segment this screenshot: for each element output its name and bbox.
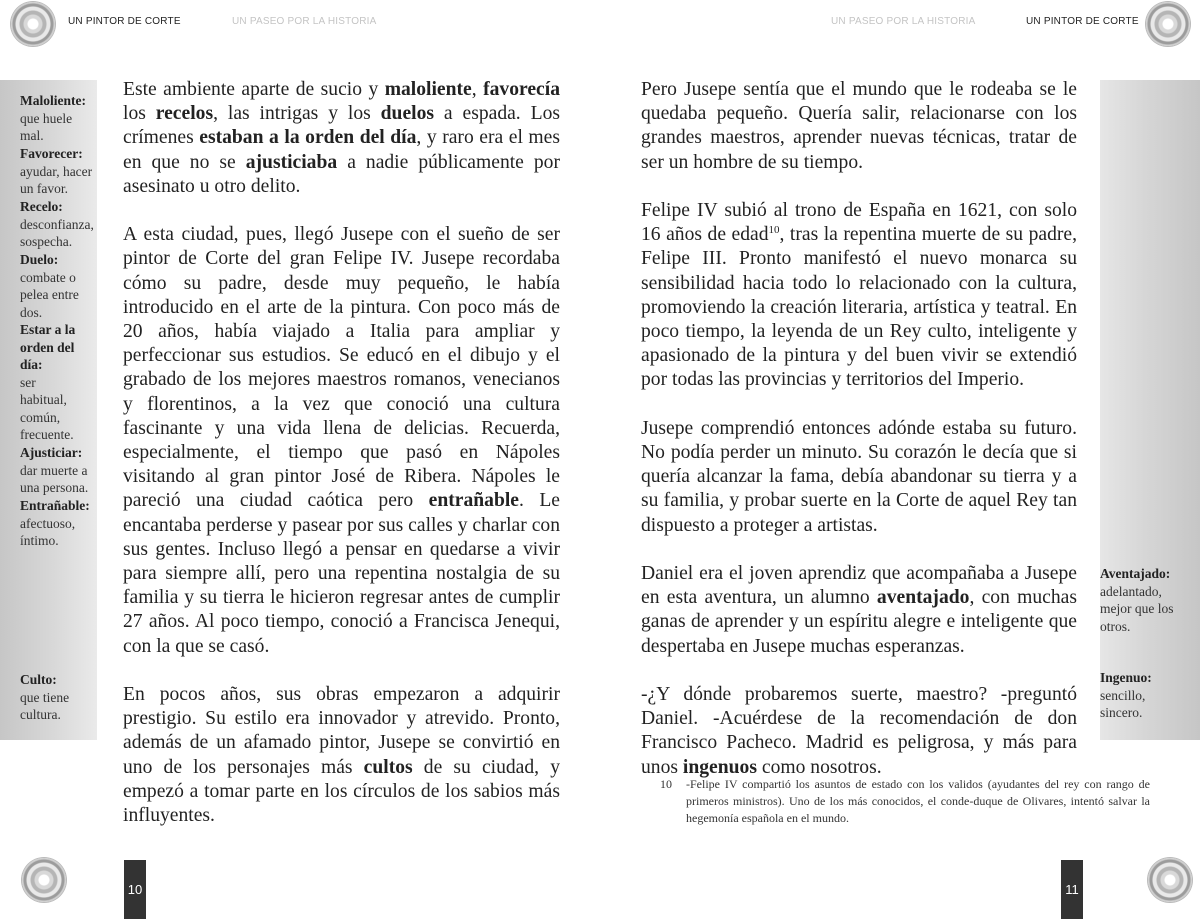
text-run: , las intrigas y los <box>213 103 381 125</box>
glossary-sidebar <box>1100 80 1200 740</box>
glossary-keyword: maloliente <box>384 79 472 100</box>
header-title: UN PINTOR DE CORTE <box>68 16 181 27</box>
glossary-entry <box>20 251 98 321</box>
glossary-keyword: recelos <box>155 103 214 125</box>
glossary-keyword: entrañable <box>428 490 519 512</box>
glossary-entry <box>20 497 98 550</box>
glossary-entry <box>20 444 98 497</box>
left-body-text <box>123 78 560 852</box>
body-paragraph <box>123 78 560 199</box>
text-run: Jusepe comprendió entonces adónde estaba su futuro. No podía perder un minuto. Su corazón le decía que si quería alcanzar la fama, debía abandonar su tierra y a su familia, y probar suerte en la Corte de aquel Rey tan dispuesto a proteger a artistas. <box>641 417 1077 536</box>
glossary-definition: que tiene cultura. <box>20 689 70 722</box>
glossary-definition: afectuoso, íntimo. <box>20 515 76 548</box>
glossary-keyword: estaban a la orden del día <box>199 127 417 149</box>
rosette-ornament-icon <box>22 858 66 902</box>
glossary-definition: sencillo, sincero. <box>1100 687 1146 720</box>
page-number: 10 <box>124 860 146 919</box>
text-run: . Le encantaba perderse y pasear por sus calles y charlar con sus gentes. Incluso llegó a pensar en quedarse a vivir para siempre allí, pero una repentina nostalgia de su familia y su tierra le hicieron regresar antes de cumplir 27 años. Al poco tiempo, conoció a Francisca Jenequi, con la que se casó. <box>123 490 561 657</box>
glossary-term: Duelo: <box>20 252 59 267</box>
glossary-entry <box>1100 669 1186 722</box>
glossary-entry <box>20 145 98 198</box>
rosette-ornament-icon <box>1146 2 1190 46</box>
text-run: de su ciudad, y empezó a tomar parte en los círculos de los sabios más influyentes. <box>123 756 560 827</box>
text-run: a espada. Los crímenes <box>123 103 560 149</box>
glossary-term: Favorecer: <box>20 146 83 161</box>
text-run: como nosotros. <box>756 756 882 778</box>
right-body-text <box>641 78 1077 804</box>
glossary-keyword: cultos <box>363 756 413 778</box>
footnote-number: 10 <box>660 777 672 791</box>
glossary-definition: dar muerte a una persona. <box>20 462 89 495</box>
glossary-term: Aventajado: <box>1100 566 1171 581</box>
glossary-definition: combate o pelea entre dos. <box>20 269 79 320</box>
glossary-entry <box>20 92 98 145</box>
glossary-keyword: duelos <box>380 103 435 125</box>
glossary-keyword: aventajado <box>876 587 970 609</box>
glossary-keyword: favorecía <box>483 79 560 100</box>
text-run: , <box>471 79 484 100</box>
page-number: 11 <box>1061 860 1083 919</box>
rosette-ornament-icon <box>1148 858 1192 902</box>
text-run: a nadie públicamente por asesinato u otro delito. <box>123 151 561 197</box>
body-paragraph <box>641 199 1077 393</box>
text-run: los <box>123 103 156 125</box>
glossary-term: Ajusticiar: <box>20 445 83 460</box>
body-paragraph <box>123 683 560 828</box>
body-paragraph <box>641 562 1077 659</box>
glossary-term: Recelo: <box>20 199 63 214</box>
body-paragraph <box>123 223 560 659</box>
footnote-text: -Felipe IV compartió los asuntos de estado con los validos (ayudantes del rey con rango de primeros ministros). Uno de los más conocidos, el conde-duque de Olivares, intentó salvar la hegemonía española en el mundo. <box>686 777 1150 825</box>
text-run: , con muchas ganas de aprender y un espíritu alegre e inteligente que despertaba en Jusepe muchas esperanzas. <box>641 587 1077 657</box>
header-series: UN PASEO POR LA HISTORIA <box>831 16 976 27</box>
text-run: Este ambiente aparte de sucio y <box>123 79 385 100</box>
glossary-term: Estar a la orden del día: <box>20 322 76 372</box>
body-paragraph <box>641 683 1077 780</box>
body-paragraph <box>641 417 1077 538</box>
text-run: A esta ciudad, pues, llegó Jusepe con el sueño de ser pintor de Corte del gran Felipe IV. Jusepe recordaba cómo su padre, desde muy pequeño, le había introducido en el arte de la pintura. Con poco más de 20 años, había viajado a Italia para ampliar y perfeccionar sus estudios. Se educó en el dibujo y el grabado de los mejores maestros romanos, venecianos y florentinos, a la vez que conoció una cultura fascinante y una vida llena de delicias. Recuerda, especialmente, el tiempo que pasó en Nápoles visitando al gran pintor José de Ribera. Nápoles le pareció una ciudad caótica pero <box>123 224 560 512</box>
glossary-definition: ayudar, hacer un favor. <box>20 163 93 196</box>
text-run: , y raro era el mes en que no se <box>123 127 560 173</box>
text-run: Daniel era el joven aprendiz que acompañaba a Jusepe en esta aventura, un alumno <box>641 563 1077 609</box>
glossary-entry <box>20 198 98 251</box>
text-run: Felipe IV subió al trono de España en 1621, con solo 16 años de edad <box>641 200 1077 246</box>
glossary-definition: ser habitual, común, frecuente. <box>20 374 74 442</box>
header-series: UN PASEO POR LA HISTORIA <box>232 16 377 27</box>
header-title: UN PINTOR DE CORTE <box>1026 16 1139 27</box>
rosette-ornament-icon <box>11 2 55 46</box>
text-run: -¿Y dónde probaremos suerte, maestro? -preguntó Daniel. -Acuérdese de la recomendación de don Francisco Pacheco. Madrid es peligrosa, y más para unos <box>641 684 1077 778</box>
glossary-term: Ingenuo: <box>1100 670 1152 685</box>
glossary-entry <box>20 321 84 444</box>
glossary-term: Culto: <box>20 672 57 687</box>
footnote-reference: 10 <box>768 224 780 237</box>
glossary-keyword: ingenuos <box>682 756 757 778</box>
glossary-term: Entrañable: <box>20 498 90 513</box>
text-run: En pocos años, sus obras empezaron a adquirir prestigio. Su estilo era innovador y atrevido. Pronto, además de un afamado pintor, Jusepe se convirtió en uno de los personajes más <box>123 684 560 778</box>
glossary-keyword: ajusticiaba <box>245 151 338 173</box>
glossary-entry <box>20 671 98 724</box>
glossary-entry <box>1100 565 1186 635</box>
text-run: , tras la repentina muerte de su padre, Felipe III. Pronto manifestó el nuevo monarca su sensibilidad hacia todo lo relacionado con la cultura, promoviendo la creación literaria, artística y teatral. En poco tiempo, la leyenda de un Rey culto, inteligente y apasionado de la pintura y del buen vivir se extendió por todas las provincias y territorios del Imperio. <box>641 224 1077 391</box>
glossary-definition: adelantado, mejor que los otros. <box>1100 583 1174 634</box>
glossary-definition: que huele mal. <box>20 110 73 143</box>
glossary-definition: desconfianza, sospecha. <box>20 216 94 249</box>
text-run: Pero Jusepe sentía que el mundo que le rodeaba se le quedaba pequeño. Quería salir, relacionarse con los grandes maestros, aprender nuevas técnicas, tratar de ser un hombre de su tiempo. <box>641 79 1077 173</box>
glossary-term: Maloliente: <box>20 93 86 108</box>
body-paragraph <box>641 78 1077 175</box>
